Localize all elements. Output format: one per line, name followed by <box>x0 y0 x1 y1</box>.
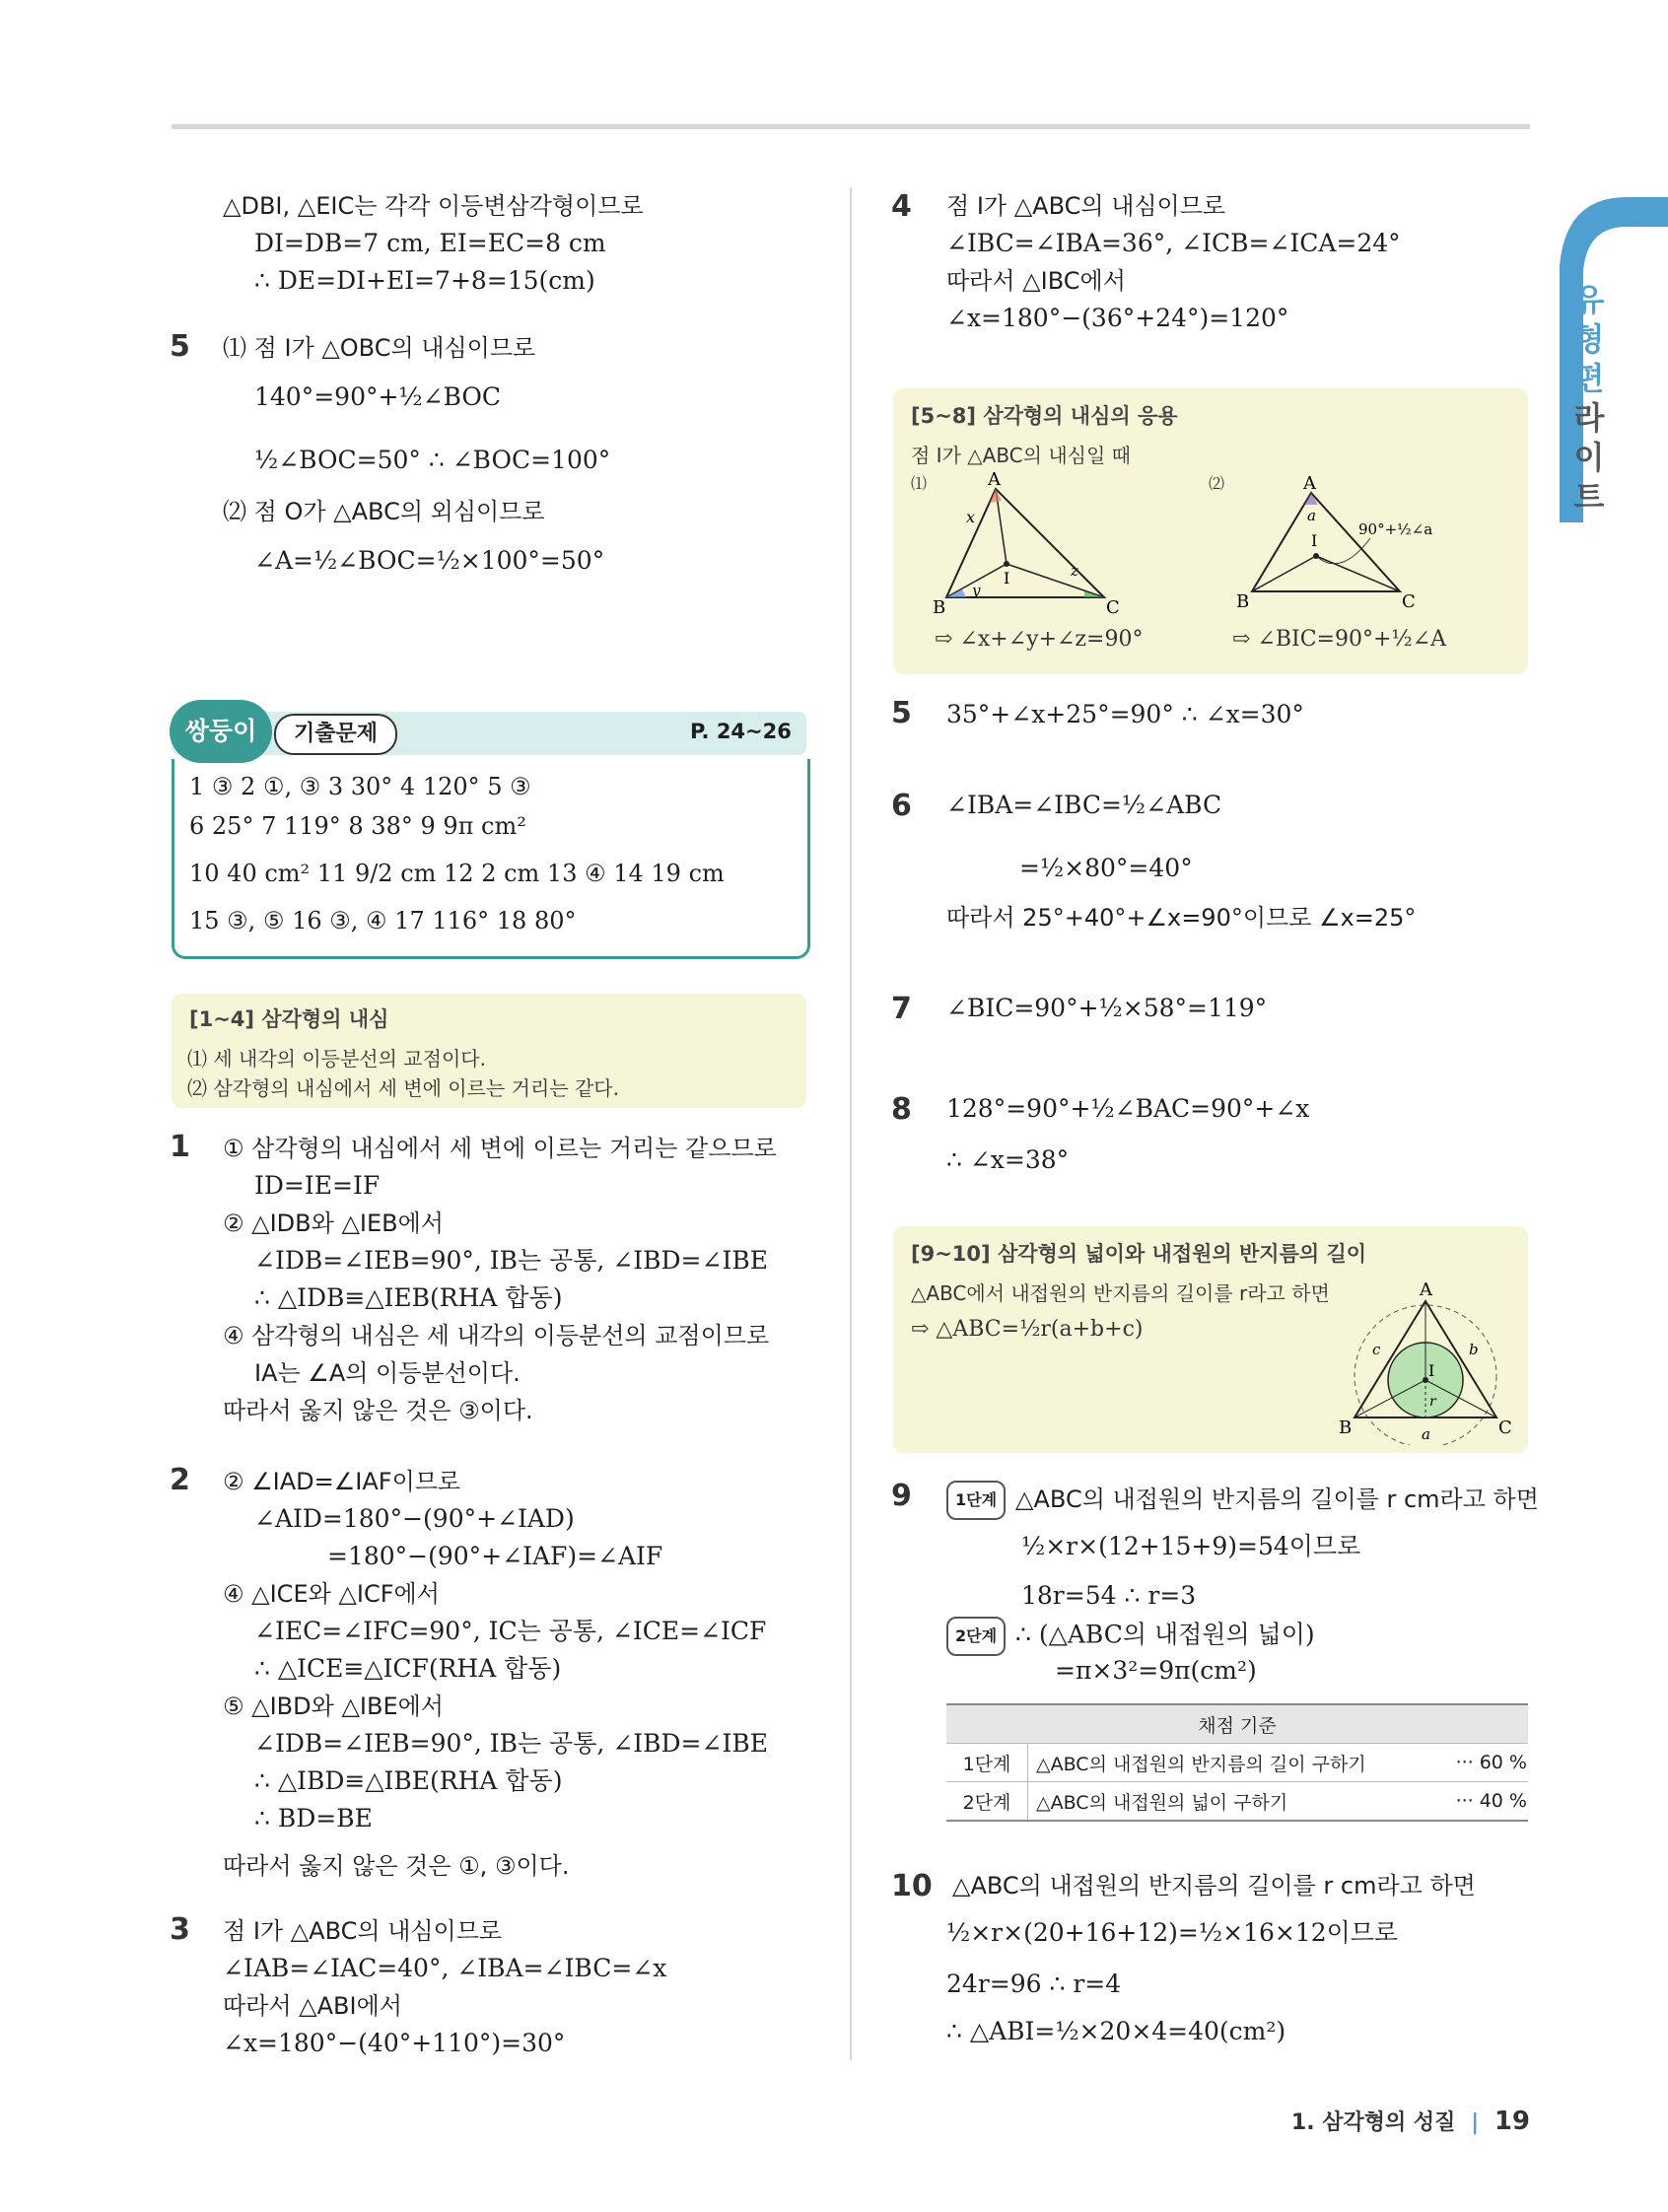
footer <box>1291 2106 1530 2136</box>
d2-label-A: A <box>1303 473 1316 494</box>
p5-line3: ½∠BOC=50° ∴ ∠BOC=100° <box>254 446 611 474</box>
d1-label-x: x <box>966 508 976 526</box>
d1-label-C: C <box>1106 597 1120 617</box>
side-tab-label-a: 유형편 <box>1573 281 1605 397</box>
d2-label-C: C <box>1402 591 1416 612</box>
p3-line1: △DBI, △EIC는 각각 이등변삼각형이므로 <box>223 192 644 220</box>
concept-box-5-8-formula1: ⇨ ∠x+∠y+∠z=90° <box>935 627 1144 652</box>
d2-label-B: B <box>1236 591 1250 612</box>
d3-label-B: B <box>1339 1417 1353 1438</box>
answers-title: 기출문제 <box>274 714 397 755</box>
side-tab-label-b: 라이트 <box>1573 399 1605 516</box>
score-pct: ··· 40 % <box>1437 1782 1528 1822</box>
problem-5r-number: 5 <box>891 696 912 730</box>
score-step: 2단계 <box>946 1782 1028 1822</box>
d1-label-I: I <box>1004 569 1010 588</box>
p2-line11: 따라서 옳지 않은 것은 ①, ③이다. <box>223 1852 570 1880</box>
score-desc: △ABC의 내접원의 넓이 구하기 <box>1028 1782 1438 1822</box>
p10-line2: ½×r×(20+16+12)=½×16×12이므로 <box>946 1918 1399 1947</box>
p4-line3: 따라서 △IBC에서 <box>946 267 1126 295</box>
problem-4-number: 4 <box>891 189 912 224</box>
problem-10-number: 10 <box>891 1869 933 1903</box>
concept-box-1-4-title: [1~4] 삼각형의 내심 <box>189 1007 389 1031</box>
p9-line1-text: △ABC의 내접원의 반지름의 길이를 r cm라고 하면 <box>1015 1486 1539 1513</box>
p1-line5: ∴ △IDB≡△IEB(RHA 합동) <box>254 1283 563 1312</box>
incenter-diagram-2 <box>1232 469 1439 617</box>
problem-6-number: 6 <box>891 789 912 823</box>
d1-label-A: A <box>988 469 1001 490</box>
p6-line3: 따라서 25°+40°+∠x=90°이므로 ∠x=25° <box>946 904 1417 932</box>
d3-label-I: I <box>1428 1361 1435 1380</box>
p10-line3: 24r=96 ∴ r=4 <box>946 1970 1122 1998</box>
problem-8-number: 8 <box>891 1092 912 1127</box>
d1-label-B: B <box>933 597 946 617</box>
problem-7-number: 7 <box>891 992 912 1026</box>
footer-page-number: 19 <box>1494 2107 1530 2136</box>
answers-row-2: 6 25° 7 119° 8 38° 9 9π cm² <box>189 812 526 840</box>
p1-line3: ② △IDB와 △IEB에서 <box>223 1210 444 1237</box>
p2-line2: ∠AID=180°−(90°+∠IAD) <box>254 1504 575 1533</box>
problem-3-number: 3 <box>170 1912 190 1947</box>
column-divider <box>850 187 852 2060</box>
score-pct: ··· 60 % <box>1437 1744 1528 1782</box>
p2-line6: ∴ △ICE≡△ICF(RHA 합동) <box>254 1654 562 1683</box>
p3b-line2: ∠IAB=∠IAC=40°, ∠IBA=∠IBC=∠x <box>223 1954 667 1982</box>
p4-line2: ∠IBC=∠IBA=36°, ∠ICB=∠ICA=24° <box>946 229 1401 257</box>
concept-box-1-4-text1: ⑴ 세 내각의 이등분선의 교점이다. <box>187 1047 486 1071</box>
p5r-line1: 35°+∠x+25°=90° ∴ ∠x=30° <box>946 700 1304 728</box>
concept-box-9-10-text2: ⇨ △ABC=½r(a+b+c) <box>911 1317 1144 1342</box>
p1-line6: ④ 삼각형의 내심은 세 내각의 이등분선의 교점이므로 <box>223 1322 770 1349</box>
concept-box-9-10-title: [9~10] 삼각형의 넓이와 내접원의 반지름의 길이 <box>911 1242 1367 1266</box>
p9-line1 <box>946 1481 1539 1520</box>
p1-line7: IA는 ∠A의 이등분선이다. <box>254 1359 521 1387</box>
p1-line4: ∠IDB=∠IEB=90°, IB는 공통, ∠IBD=∠IBE <box>254 1246 768 1275</box>
concept-box-5-8-marker2: ⑵ <box>1209 474 1225 493</box>
p3-line2: DI=DB=7 cm, EI=EC=8 cm <box>254 229 606 257</box>
d3-label-A: A <box>1420 1279 1432 1300</box>
p6-line1: ∠IBA=∠IBC=½∠ABC <box>946 791 1222 819</box>
d3-label-r: r <box>1429 1394 1436 1410</box>
p2-line7: ⑤ △IBD와 △IBE에서 <box>223 1693 444 1720</box>
p4-line4: ∠x=180°−(36°+24°)=120° <box>946 304 1289 332</box>
p7-line1: ∠BIC=90°+½×58°=119° <box>946 994 1268 1022</box>
p5-line2: 140°=90°+½∠BOC <box>254 382 502 411</box>
d2-label-I: I <box>1311 531 1318 550</box>
p9-line5: =π×3²=9π(cm²) <box>1055 1656 1257 1685</box>
d3-label-c: c <box>1372 1341 1381 1358</box>
incenter-diagram-1 <box>927 469 1124 617</box>
p6-line2: =½×80°=40° <box>1019 854 1193 882</box>
footer-separator: | <box>1471 2110 1480 2135</box>
p3b-line4: ∠x=180°−(40°+110°)=30° <box>223 2029 566 2057</box>
concept-box-1-4-text2: ⑵ 삼각형의 내심에서 세 변에 이르는 거리는 같다. <box>187 1076 619 1100</box>
p10-line4: ∴ △ABI=½×20×4=40(cm²) <box>946 2017 1286 2045</box>
side-tab-label <box>1565 280 1613 517</box>
concept-box-5-8-formula2: ⇨ ∠BIC=90°+½∠A <box>1232 627 1447 652</box>
p3-line3: ∴ DE=DI+EI=7+8=15(cm) <box>254 266 595 295</box>
answers-badge: 쌍둥이 <box>170 700 272 763</box>
d3-label-C: C <box>1498 1417 1512 1438</box>
top-rule <box>172 124 1530 129</box>
answers-pages: P. 24~26 <box>690 720 792 743</box>
answers-row-3: 10 40 cm² 11 9/2 cm 12 2 cm 13 ④ 14 19 cm <box>189 860 725 887</box>
concept-box-5-8-sub: 점 I가 △ABC의 내심일 때 <box>911 444 1131 467</box>
p1-line1: ① 삼각형의 내심에서 세 변에 이르는 거리는 같으므로 <box>223 1135 777 1162</box>
p3b-line3: 따라서 △ABI에서 <box>223 1992 402 2020</box>
p10-line1: △ABC의 내접원의 반지름의 길이를 r cm라고 하면 <box>952 1872 1476 1900</box>
d3-label-b: b <box>1469 1341 1479 1358</box>
scoring-table-header: 채점 기준 <box>946 1704 1528 1744</box>
concept-box-9-10-text1: △ABC에서 내접원의 반지름의 길이를 r라고 하면 <box>911 1281 1330 1305</box>
problem-5-number: 5 <box>170 329 190 364</box>
p1-line2: ID=IE=IF <box>254 1171 381 1200</box>
problem-9-number: 9 <box>891 1479 912 1513</box>
score-step: 1단계 <box>946 1744 1028 1782</box>
d3-label-a: a <box>1422 1425 1430 1443</box>
d2-angle-label: 90°+½∠a <box>1358 520 1433 538</box>
problem-1-number: 1 <box>170 1130 190 1164</box>
p5-line5: ∠A=½∠BOC=½×100°=50° <box>254 546 605 575</box>
answers-row-1: 1 ③ 2 ①, ③ 3 30° 4 120° 5 ③ <box>189 773 531 800</box>
p9-line4 <box>946 1617 1315 1656</box>
p2-line3: =180°−(90°+∠IAF)=∠AIF <box>327 1542 663 1570</box>
p5-line1: ⑴ 점 I가 △OBC의 내심이므로 <box>223 334 536 362</box>
p9-line2: ½×r×(12+15+9)=54이므로 <box>1021 1532 1361 1560</box>
concept-box-5-8-marker1: ⑴ <box>911 474 928 493</box>
p3b-line1: 점 I가 △ABC의 내심이므로 <box>223 1917 503 1945</box>
p9-line4-text: ∴ (△ABC의 내접원의 넓이) <box>1015 1620 1315 1649</box>
p2-line5: ∠IEC=∠IFC=90°, IC는 공통, ∠ICE=∠ICF <box>254 1617 767 1645</box>
incircle-diagram <box>1327 1278 1524 1445</box>
step1-badge: 1단계 <box>946 1481 1006 1520</box>
p5-line4: ⑵ 점 O가 △ABC의 외심이므로 <box>223 498 545 525</box>
p2-line9: ∴ △IBD≡△IBE(RHA 합동) <box>254 1766 563 1795</box>
d2-label-a: a <box>1307 507 1316 524</box>
p2-line10: ∴ BD=BE <box>254 1804 373 1832</box>
p8-line2: ∴ ∠x=38° <box>946 1145 1070 1174</box>
p9-line3: 18r=54 ∴ r=3 <box>1021 1581 1197 1610</box>
step2-badge: 2단계 <box>946 1617 1006 1656</box>
p2-line4: ④ △ICE와 △ICF에서 <box>223 1580 440 1608</box>
answers-row-4: 15 ③, ⑤ 16 ③, ④ 17 116° 18 80° <box>189 907 577 934</box>
d1-label-z: z <box>1071 562 1078 580</box>
table-row <box>946 1782 1528 1822</box>
p4-line1: 점 I가 △ABC의 내심이므로 <box>946 192 1226 220</box>
p8-line1: 128°=90°+½∠BAC=90°+∠x <box>946 1094 1310 1123</box>
p1-line8: 따라서 옳지 않은 것은 ③이다. <box>223 1397 533 1424</box>
scoring-table <box>946 1703 1528 1822</box>
table-row <box>946 1744 1528 1782</box>
problem-2-number: 2 <box>170 1463 190 1497</box>
concept-box-5-8-title: [5~8] 삼각형의 내심의 응용 <box>911 404 1178 428</box>
p2-line8: ∠IDB=∠IEB=90°, IB는 공통, ∠IBD=∠IBE <box>254 1729 768 1758</box>
score-desc: △ABC의 내접원의 반지름의 길이 구하기 <box>1028 1744 1438 1782</box>
d1-label-y: y <box>972 582 981 599</box>
p2-line1: ② ∠IAD=∠IAF이므로 <box>223 1468 461 1495</box>
footer-chapter: 1. 삼각형의 성질 <box>1290 2110 1456 2135</box>
